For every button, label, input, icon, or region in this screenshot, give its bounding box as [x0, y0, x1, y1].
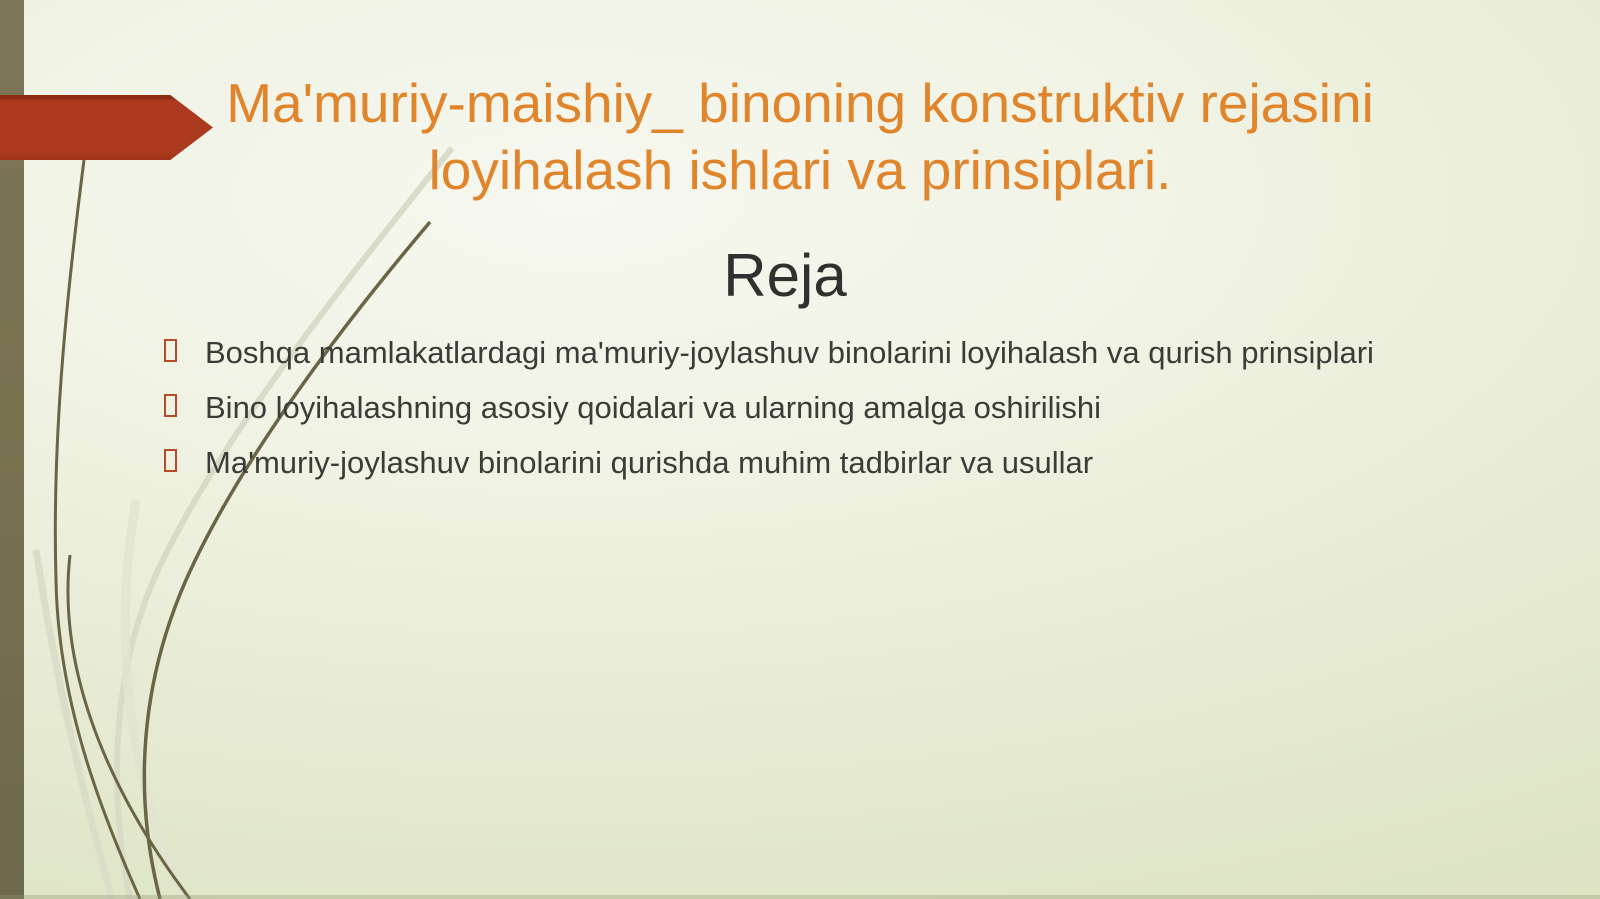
- list-item: [163, 332, 1413, 373]
- bullet-marker-icon: [164, 449, 177, 472]
- grass-line-light-left: [36, 550, 112, 899]
- bullet-list: [163, 332, 1413, 497]
- bullet-text: Boshqa mamlakatlardagi ma'muriy-joylashuv binolarini loyihalash va qurish prinsiplari: [205, 335, 1374, 370]
- slide-title: Ma'muriy-maishiy_ binoning konstruktiv rejasini loyihalash ishlari va prinsiplari.: [226, 72, 1374, 201]
- grass-line-light-wide: [125, 500, 185, 899]
- bullet-text: Ma'muriy-joylashuv binolarini qurishda muhim tadbirlar va usullar: [205, 445, 1094, 480]
- bullet-marker-icon: [164, 339, 177, 362]
- grass-line-dark-crossing: [68, 555, 190, 899]
- bullet-marker-icon: [164, 394, 177, 417]
- list-item: [163, 387, 1413, 428]
- slide-heading: Reja: [723, 242, 847, 309]
- bottom-edge-line: [0, 895, 1600, 899]
- bullet-text: Bino loyihalashning asosiy qoidalari va ularning amalga oshirilishi: [205, 390, 1102, 425]
- grass-line-dark-blade: [144, 222, 430, 899]
- list-item: [163, 442, 1413, 483]
